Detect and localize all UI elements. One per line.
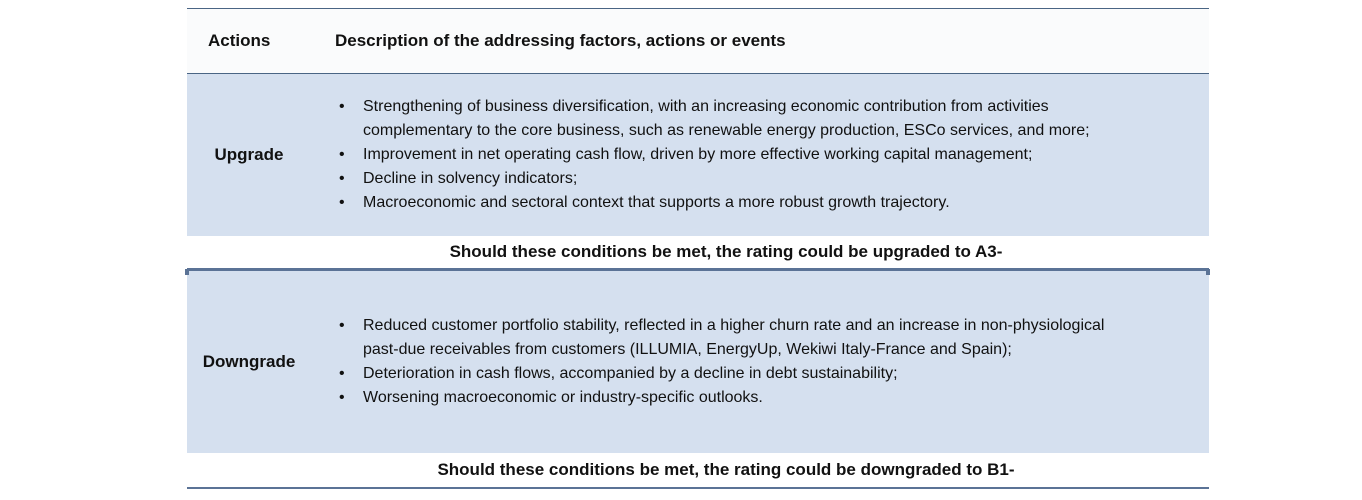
downgrade-label: Downgrade [202,352,296,371]
list-item: • Worsening macroeconomic or industry-specific outlooks. [339,386,1119,410]
table-bottom-rule [187,487,1209,489]
list-item: • Strengthening of business diversification, with an increasing economic contribution from activities complementary to the core business, such as renewable energy production, ESCo services, and more; [339,95,1119,143]
upgrade-conclusion [187,236,1209,268]
downgrade-conclusion [187,453,1209,487]
table-header-row [187,9,1209,73]
divider-right-cap [1206,269,1210,275]
rating-drivers-table [187,8,1209,489]
header-description: Description of the addressing factors, actions or events [335,31,786,50]
downgrade-conclusion-text: Should these conditions be met, the rating could be downgraded to B1- [437,460,1015,479]
upgrade-label: Upgrade [214,145,284,164]
divider-left-cap [185,269,189,275]
list-item: • Macroeconomic and sectoral context that supports a more robust growth trajectory. [339,191,1119,215]
upgrade-conclusion-text: Should these conditions be met, the rating could be upgraded to A3- [449,242,1003,261]
downgrade-factor-list [311,314,1119,410]
upgrade-factor-list [311,95,1119,215]
list-item: • Reduced customer portfolio stability, reflected in a higher churn rate and an increase in non-physiological past-due receivables from customers (ILLUMIA, EnergyUp, Wekiwi Italy-France and Spain); [339,314,1119,362]
header-actions: Actions [208,31,271,50]
list-item: • Decline in solvency indicators; [339,167,1119,191]
list-item: • Deterioration in cash flows, accompanied by a decline in debt sustainability; [339,362,1119,386]
upgrade-section [187,74,1209,236]
downgrade-section [187,271,1209,453]
list-item: • Improvement in net operating cash flow, driven by more effective working capital management; [339,143,1119,167]
